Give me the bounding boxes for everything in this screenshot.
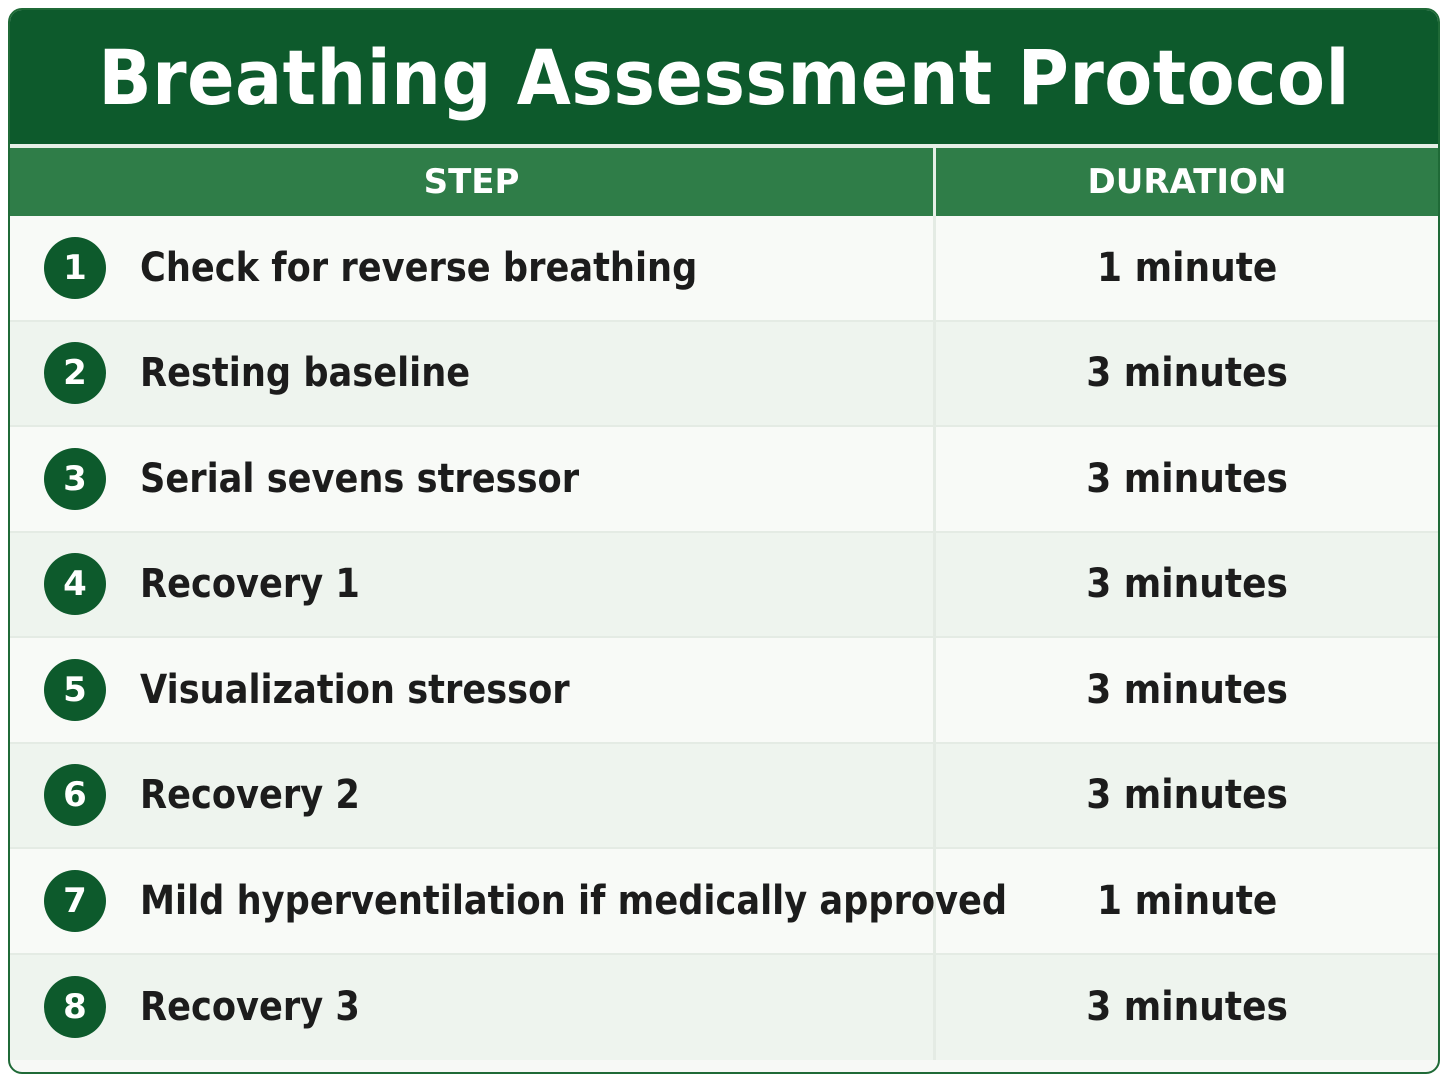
step-label: Resting baseline bbox=[140, 350, 471, 397]
duration-value: 3 minutes bbox=[1086, 984, 1288, 1031]
duration-value: 3 minutes bbox=[1086, 455, 1288, 502]
step-number-badge: 1 bbox=[44, 237, 106, 299]
step-number-badge: 5 bbox=[44, 659, 106, 721]
step-label: Recovery 2 bbox=[140, 772, 360, 819]
table-row bbox=[10, 427, 1438, 533]
duration-value: 3 minutes bbox=[1086, 561, 1288, 608]
duration-cell bbox=[936, 427, 1438, 531]
duration-value: 1 minute bbox=[1096, 244, 1278, 291]
step-label: Visualization stressor bbox=[140, 666, 570, 713]
step-cell bbox=[10, 744, 936, 848]
step-cell bbox=[10, 216, 936, 320]
step-label: Recovery 3 bbox=[140, 984, 360, 1031]
duration-value: 3 minutes bbox=[1086, 350, 1288, 397]
duration-cell bbox=[936, 216, 1438, 320]
table-row bbox=[10, 216, 1438, 322]
table-row bbox=[10, 533, 1438, 639]
table-row bbox=[10, 744, 1438, 850]
step-number-badge: 4 bbox=[44, 553, 106, 615]
step-cell bbox=[10, 955, 936, 1061]
duration-cell bbox=[936, 744, 1438, 848]
step-number-badge: 7 bbox=[44, 870, 106, 932]
duration-value: 3 minutes bbox=[1086, 772, 1288, 819]
table-row bbox=[10, 849, 1438, 955]
table-row bbox=[10, 955, 1438, 1061]
step-number-badge: 2 bbox=[44, 342, 106, 404]
duration-value: 3 minutes bbox=[1086, 666, 1288, 713]
duration-cell bbox=[936, 955, 1438, 1061]
duration-cell bbox=[936, 322, 1438, 426]
protocol-table-card bbox=[8, 8, 1440, 1074]
table-body bbox=[10, 216, 1438, 1060]
table-row bbox=[10, 638, 1438, 744]
duration-cell bbox=[936, 533, 1438, 637]
step-label: Serial sevens stressor bbox=[140, 455, 580, 502]
column-header-step: STEP bbox=[10, 148, 936, 216]
step-cell bbox=[10, 322, 936, 426]
step-label: Check for reverse breathing bbox=[140, 244, 698, 291]
step-number-badge: 8 bbox=[44, 976, 106, 1038]
step-label: Recovery 1 bbox=[140, 561, 360, 608]
step-number-badge: 3 bbox=[44, 448, 106, 510]
step-number-badge: 6 bbox=[44, 764, 106, 826]
step-cell bbox=[10, 427, 936, 531]
step-cell bbox=[10, 849, 1008, 953]
duration-cell bbox=[936, 638, 1438, 742]
title-bar bbox=[10, 10, 1438, 148]
table-header bbox=[10, 148, 1438, 216]
duration-cell bbox=[936, 849, 1438, 953]
column-header-duration: DURATION bbox=[1087, 162, 1287, 202]
step-cell bbox=[10, 533, 936, 637]
step-cell bbox=[10, 638, 936, 742]
duration-value: 1 minute bbox=[1096, 877, 1278, 924]
step-label: Mild hyperventilation if medically approved bbox=[140, 877, 1008, 924]
table-row bbox=[10, 322, 1438, 428]
page-title: Breathing Assessment Protocol bbox=[98, 32, 1350, 122]
